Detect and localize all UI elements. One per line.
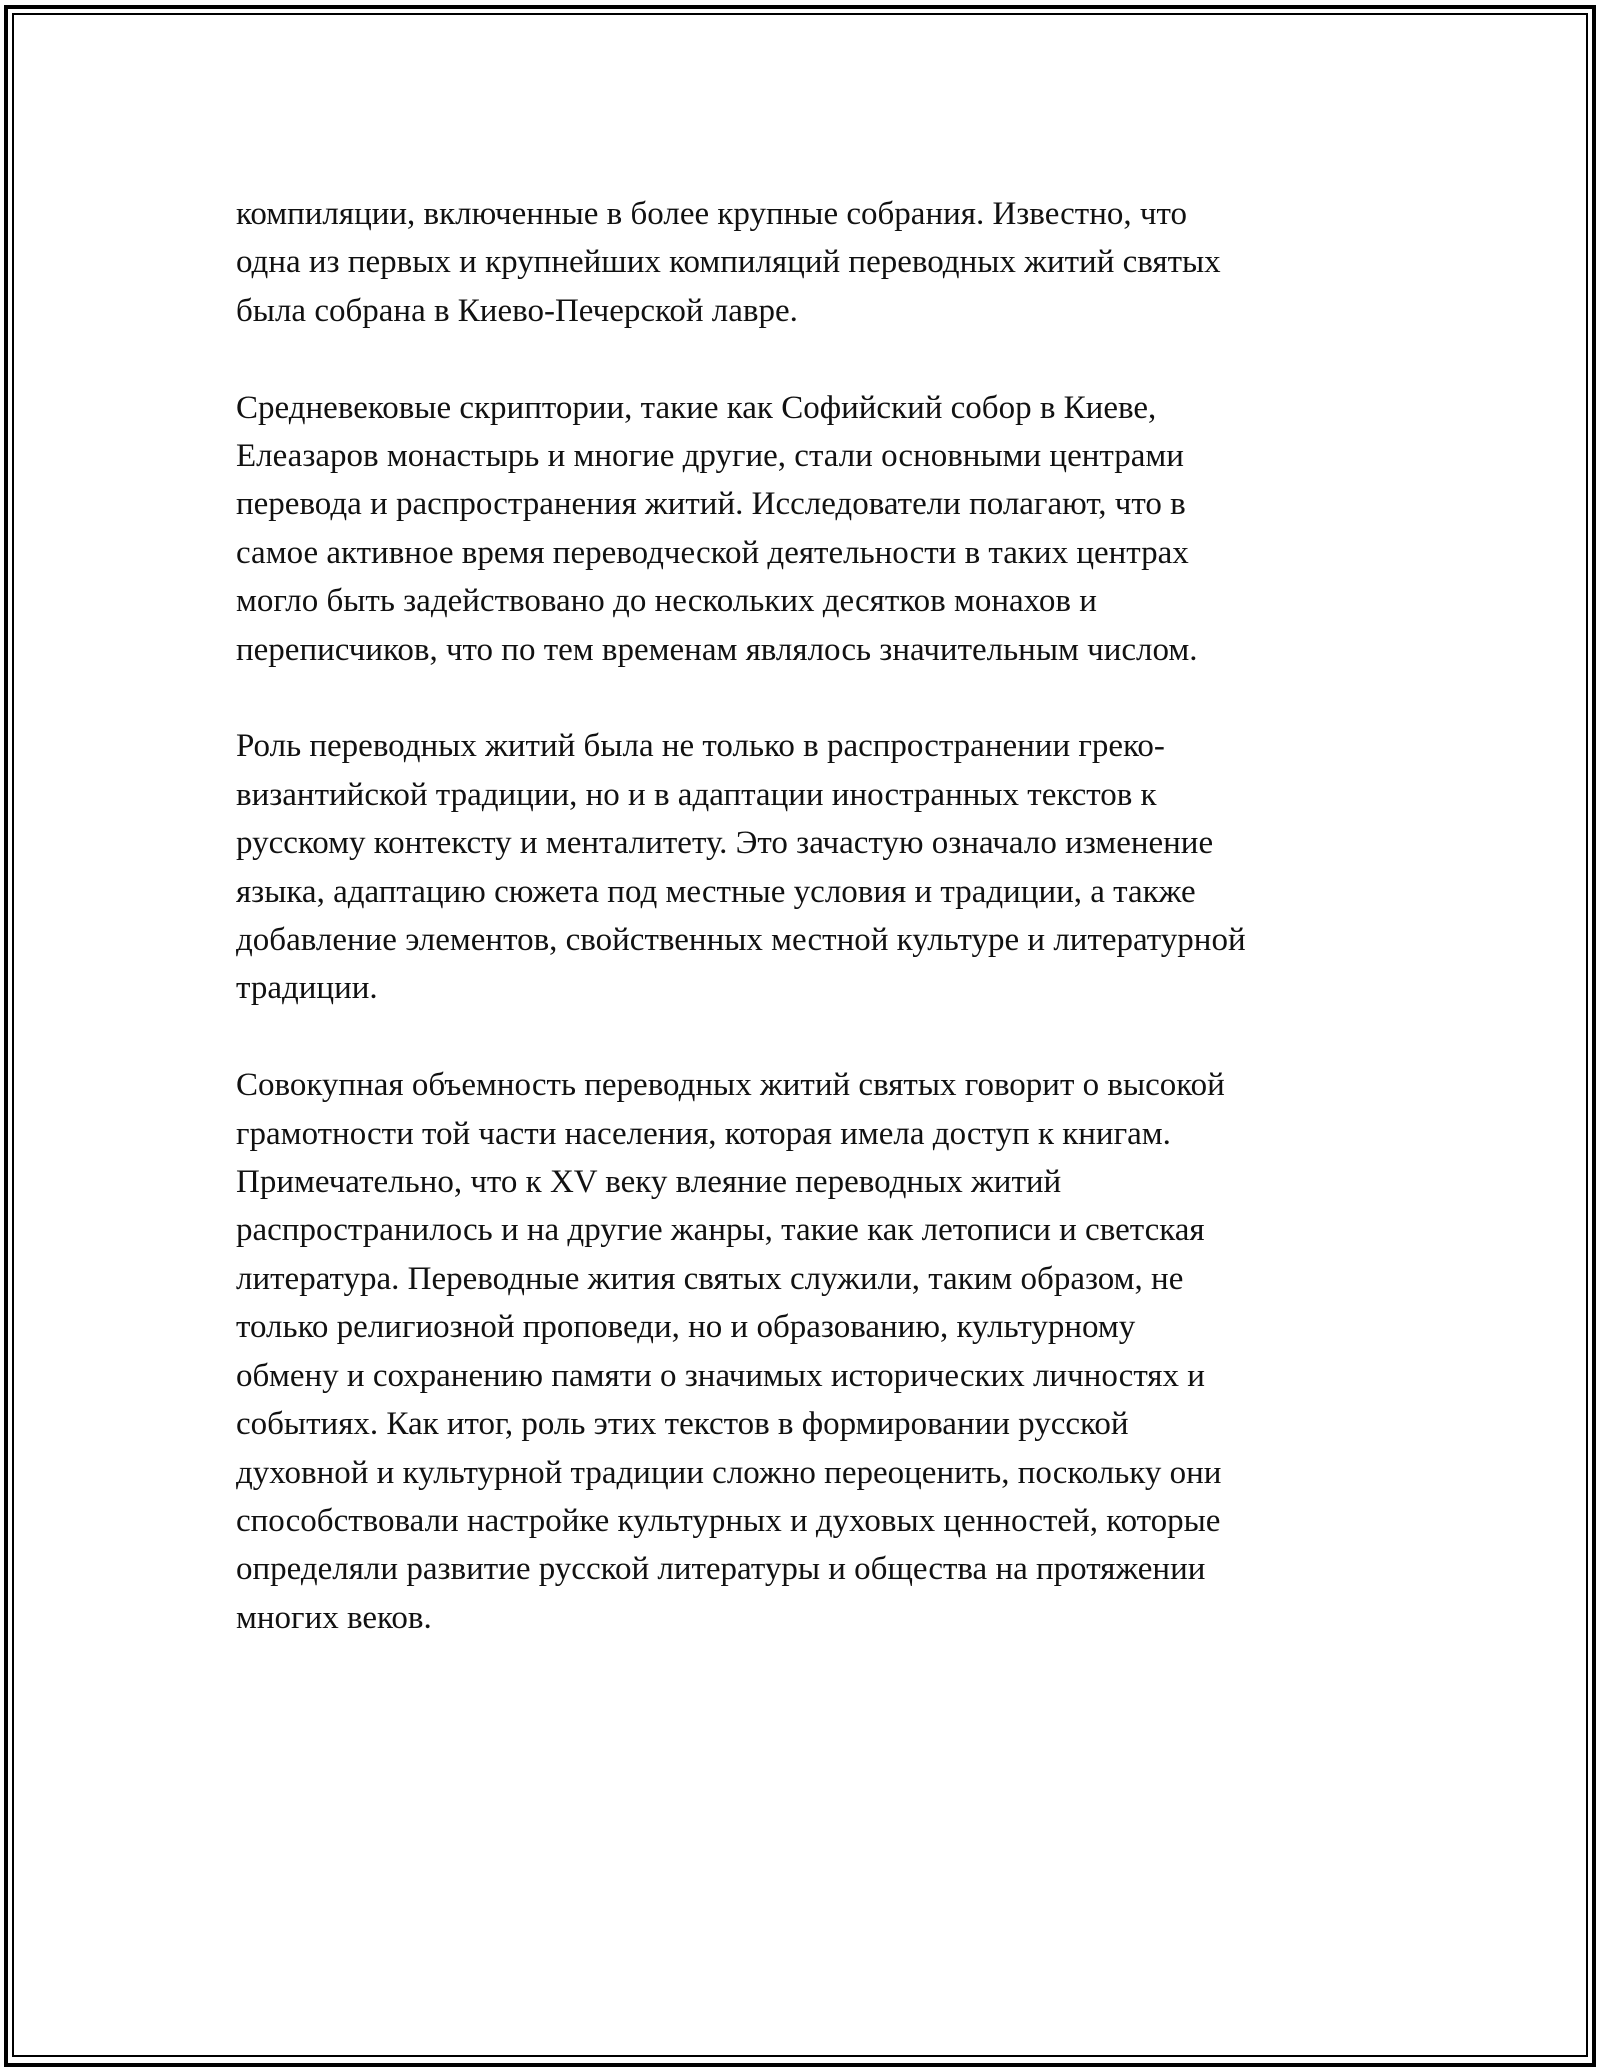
paragraph-1 [236,190,1416,335]
text-line: определяли развитие русской литературы и общества на протяжении [236,1551,1206,1588]
text-line: перевода и распространения житий. Исследователи полагают, что в [236,486,1186,523]
text-line: обмену и сохранению памяти о значимых исторических личностях и [236,1357,1205,1394]
text-line: компиляции, включенные в более крупные собрания. Известно, что [236,196,1187,232]
text-line: распространилось и на другие жанры, такие как летописи и светская [236,1212,1205,1249]
text-line: Средневековые скриптории, такие как Софийский собор в Киеве, [236,389,1157,426]
text-line: Совокупная объемность переводных житий святых говорит о высокой [236,1067,1225,1104]
paragraph-2 [236,384,1416,674]
text-line: византийской традиции, но и в адаптации иностранных текстов к [236,776,1157,813]
text-line: способствовали настройке культурных и духовых ценностей, которые [236,1502,1221,1539]
text-line: только религиозной проповеди, но и образованию, культурному [236,1309,1136,1346]
paragraph-3 [236,722,1416,1012]
text-line: могло быть задействовано до нескольких десятков монахов и [236,583,1097,620]
text-line: грамотности той части населения, которая имела доступ к книгам. [236,1115,1171,1152]
text-line: Роль переводных житий была не только в распространении греко- [236,728,1165,765]
text-line: Примечательно, что к XV веку влеяние переводных житий [236,1164,1062,1201]
text-line: языка, адаптацию сюжета под местные условия и традиции, а также [236,873,1196,910]
text-line: Елеазаров монастырь и многие другие, стали основными центрами [236,438,1184,475]
document-body [236,190,1416,1691]
text-line: была собрана в Киево-Печерской лавре. [236,292,798,329]
text-line: одна из первых и крупнейших компиляций переводных житий святых [236,244,1221,281]
text-line: духовной и культурной традиции сложно переоценить, поскольку они [236,1454,1222,1491]
text-line: многих веков. [236,1599,432,1636]
text-line: русскому контексту и менталитету. Это зачастую означало изменение [236,825,1214,862]
text-line: переписчиков, что по тем временам являлось значительным числом. [236,631,1198,668]
paragraph-4 [236,1061,1416,1642]
text-line: добавление элементов, свойственных местной культуре и литературной [236,922,1246,959]
text-line: самое активное время переводческой деятельности в таких центрах [236,534,1189,571]
text-line: событиях. Как итог, роль этих текстов в формировании русской [236,1406,1129,1443]
text-line: литература. Переводные жития святых служили, таким образом, не [236,1260,1184,1297]
text-line: традиции. [236,970,378,1007]
